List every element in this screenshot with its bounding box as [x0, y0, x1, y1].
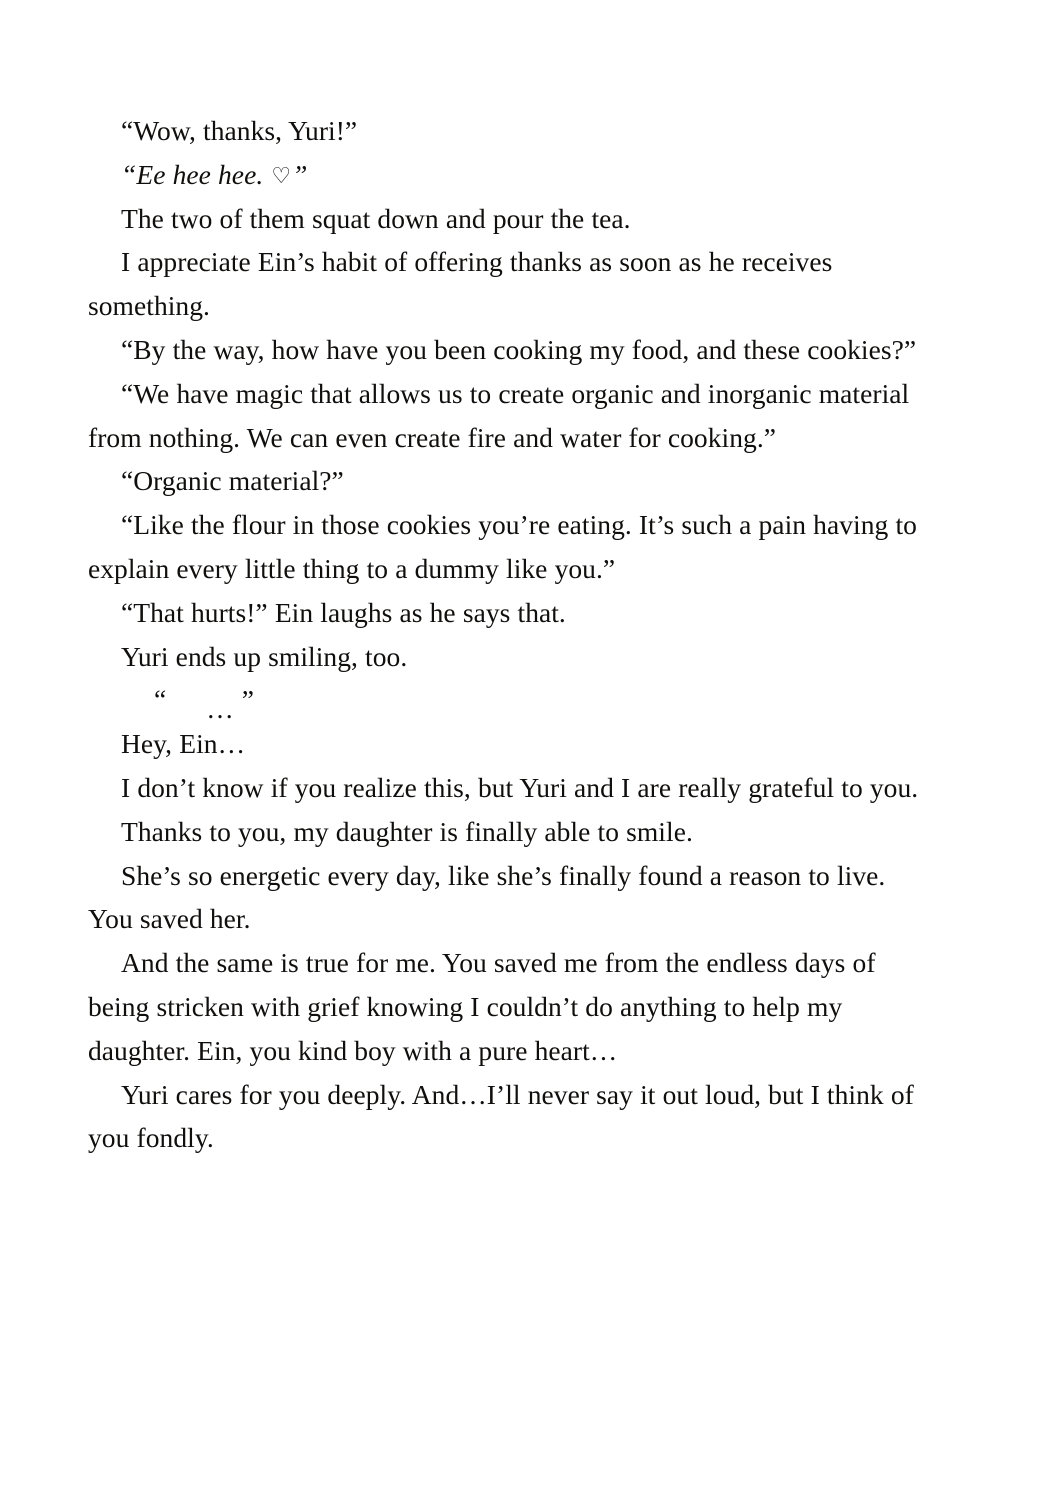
paragraph: And the same is true for me. You saved me from the endless days of being stricken with grief knowing I couldn’t do anything to help my daughter. Ein, you kind boy with a pure heart…: [88, 947, 876, 1066]
paragraph-text-segment: “Ee hee hee.: [121, 158, 271, 190]
paragraph: “That hurts!” Ein laughs as he says that.: [121, 596, 566, 628]
silence-line: [121, 678, 255, 725]
heart-icon: ♡: [271, 163, 292, 189]
paragraph: Yuri ends up smiling, too.: [121, 640, 408, 672]
paragraph-text-segment: ”: [292, 158, 308, 190]
paragraph-silence: [88, 678, 924, 725]
paragraph: Yuri cares for you deeply. And…I’ll never say it out loud, but I think of you fondly.: [88, 1078, 914, 1154]
paragraph: Thanks to you, my daughter is finally able to smile.: [121, 815, 693, 847]
ellipsis: …: [206, 693, 235, 725]
open-quote: “: [154, 684, 167, 716]
close-quote: ”: [241, 684, 255, 716]
paragraph: [88, 153, 924, 197]
paragraph: She’s so energetic every day, like she’s finally found a reason to live. You saved her.: [88, 859, 886, 935]
paragraph: I don’t know if you realize this, but Yuri and I are really grateful to you.: [121, 771, 919, 803]
paragraph: The two of them squat down and pour the tea.: [121, 202, 631, 234]
paragraph: I appreciate Ein’s habit of offering thanks as soon as he receives something.: [88, 246, 833, 322]
paragraph: “We have magic that allows us to create organic and inorganic material from nothing. We can even create fire and water for cooking.”: [88, 377, 910, 453]
paragraph: “Like the flour in those cookies you’re eating. It’s such a pain having to explain every little thing to a dummy like you.”: [88, 509, 917, 584]
paragraph: Hey, Ein…: [121, 728, 246, 760]
paragraph: “By the way, how have you been cooking my food, and these cookies?”: [121, 333, 917, 365]
paragraph: “Organic material?”: [121, 465, 344, 497]
paragraph: “Wow, thanks, Yuri!”: [121, 115, 358, 146]
page-text-block: [88, 109, 924, 1160]
